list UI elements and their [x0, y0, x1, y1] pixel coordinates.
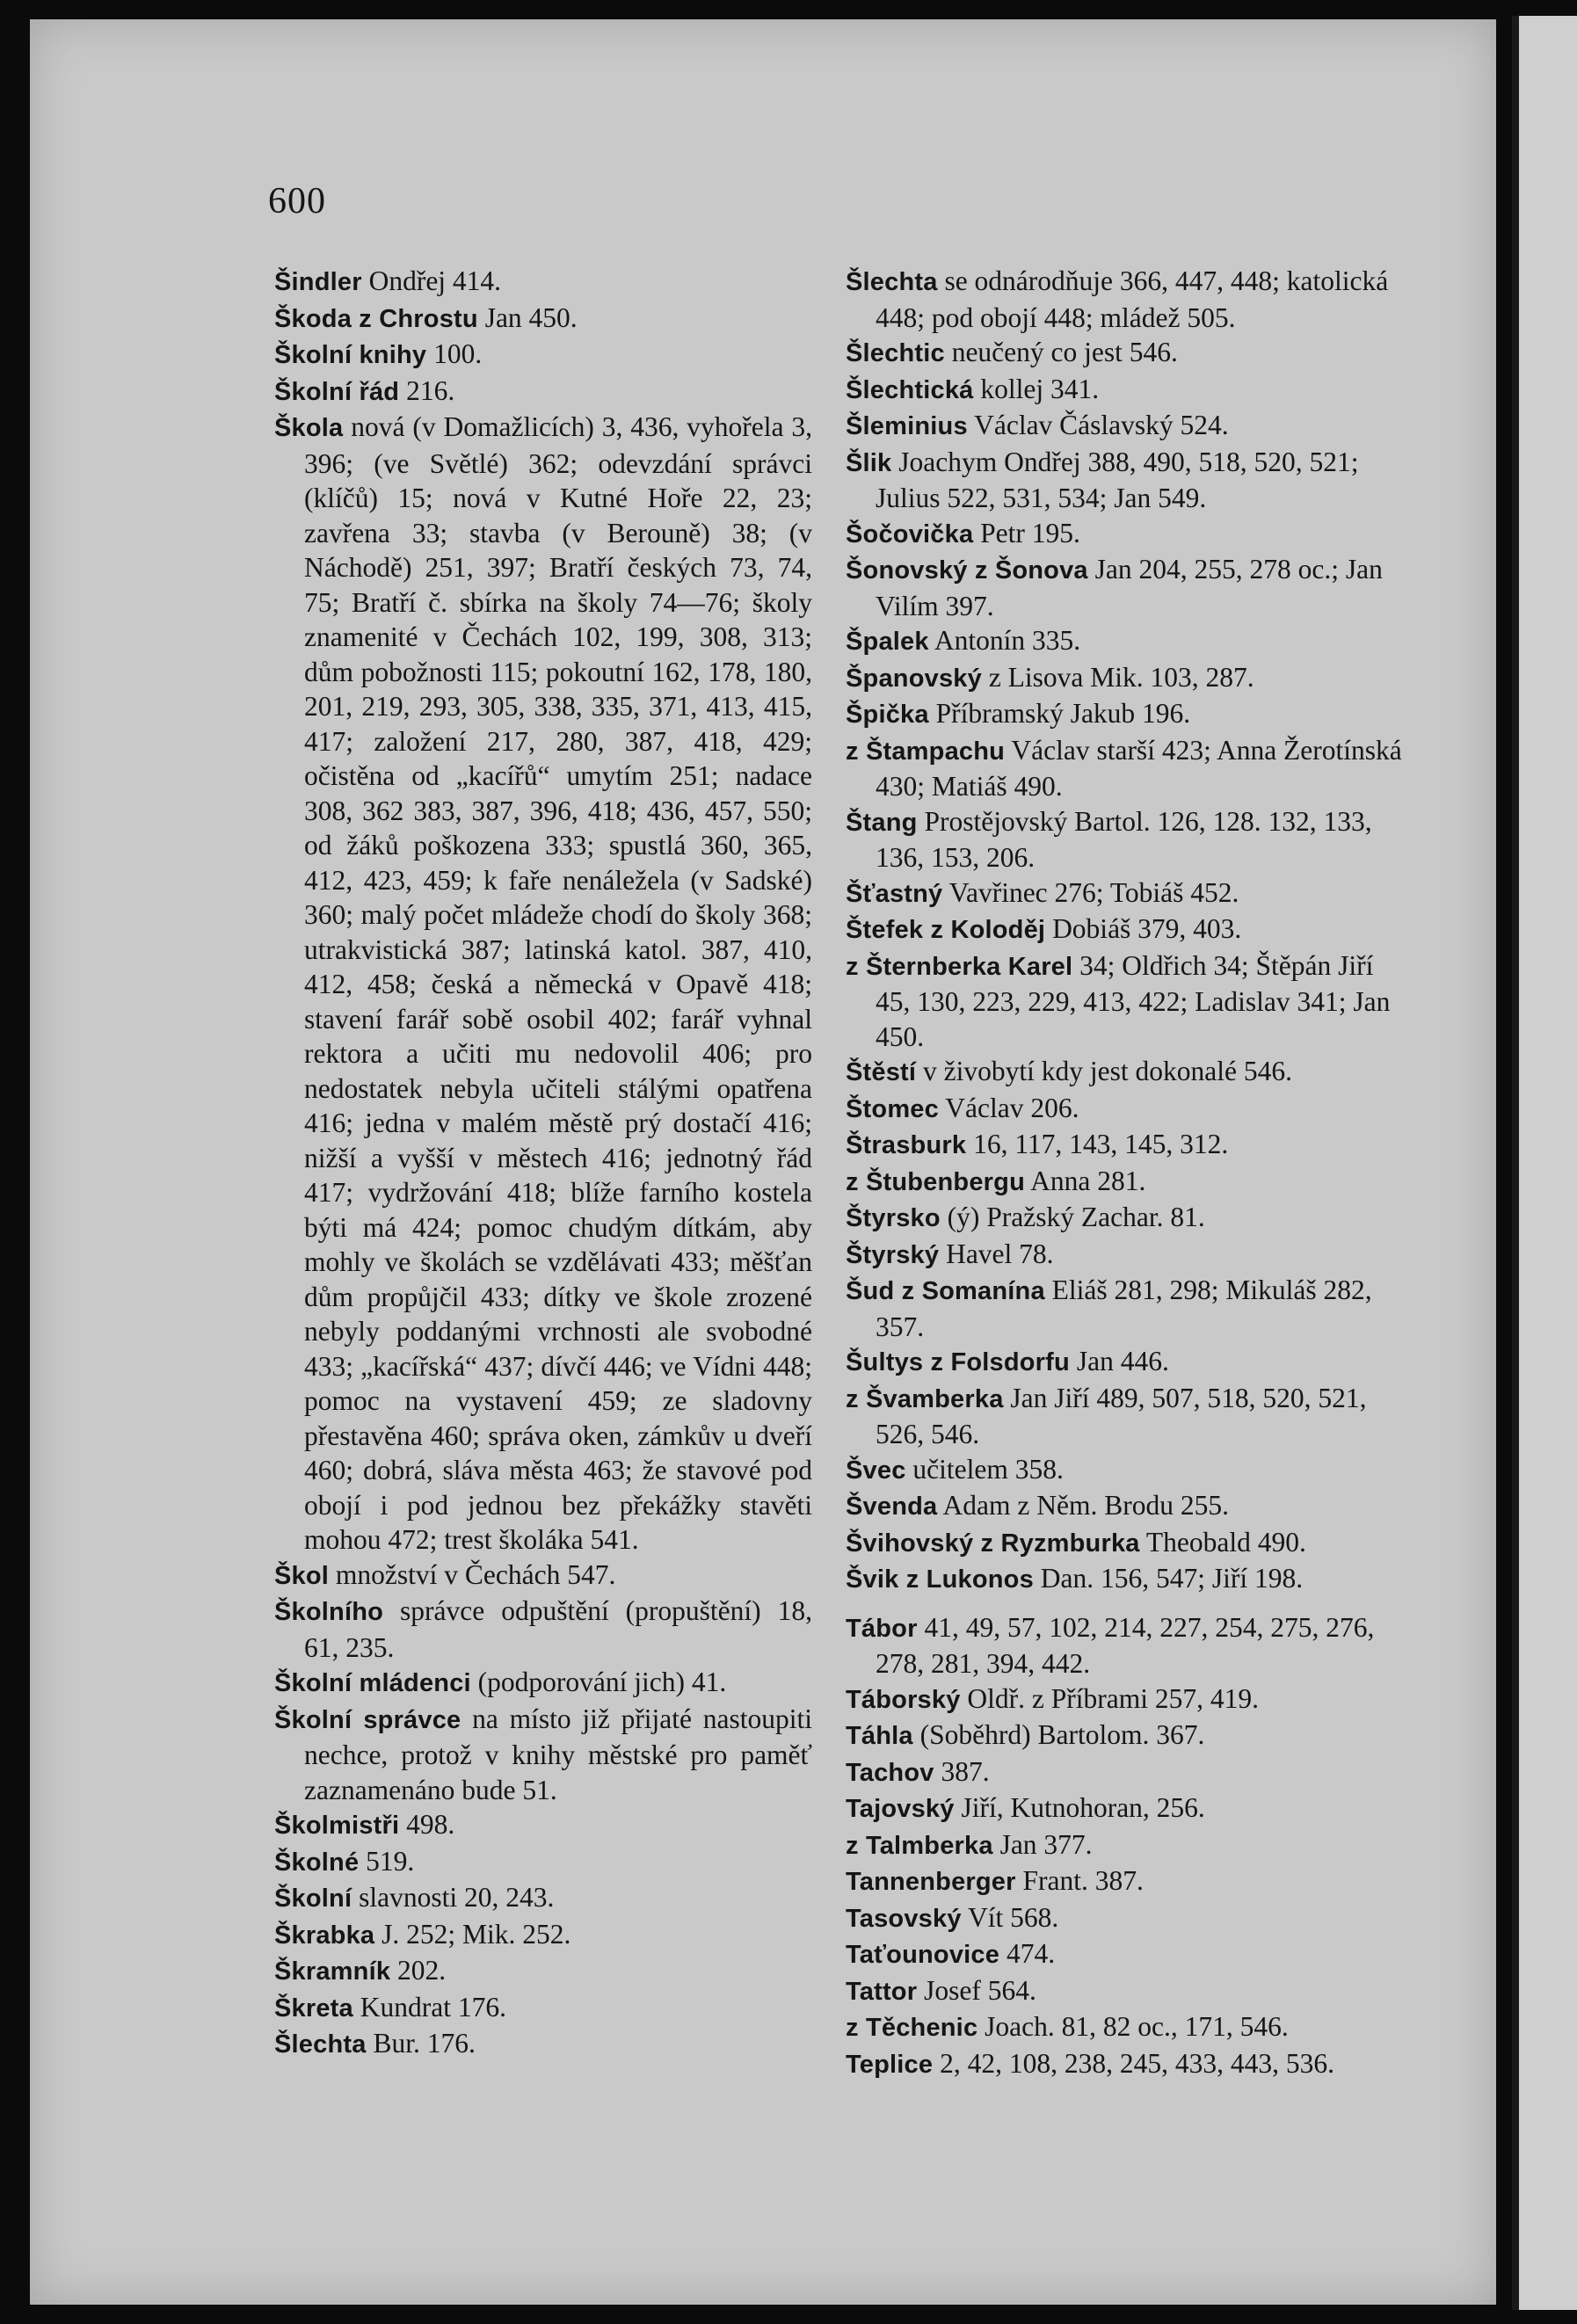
- index-entry: [846, 1936, 1408, 1973]
- index-entry: [846, 1754, 1408, 1791]
- entry-text: neučený co jest 546.: [944, 337, 1178, 367]
- index-entry: [846, 1681, 1408, 1718]
- entry-text: učitelem 358.: [905, 1453, 1064, 1485]
- entry-text: v živobytí kdy jest dokonalé 546.: [916, 1056, 1292, 1086]
- entry-headword: Školní: [274, 1885, 352, 1913]
- entry-headword: z Talmberka: [846, 1831, 993, 1860]
- letter-section-gap: [846, 1598, 1408, 1610]
- entry-headword: Šlechtic: [846, 339, 945, 367]
- entry-text: Prostějovský Bartol. 126, 128. 132, 133, 136, 153, 206.: [876, 805, 1372, 873]
- index-column-right: [846, 264, 1408, 2082]
- index-entry: [846, 372, 1408, 409]
- entry-text: z Lisova Mik. 103, 287.: [981, 661, 1254, 693]
- index-entry: [846, 1344, 1408, 1381]
- entry-text: Joachym Ondřej 388, 490, 518, 520, 521; Julius 522, 531, 534; Jan 549.: [876, 446, 1359, 513]
- entry-headword: Tachov: [846, 1758, 934, 1787]
- entry-headword: Školního: [274, 1598, 384, 1626]
- entry-text: Antonín 335.: [928, 625, 1081, 656]
- entry-headword: Táborský: [846, 1685, 961, 1714]
- entry-text: 519.: [359, 1845, 415, 1877]
- entry-headword: Španovský: [846, 664, 982, 693]
- entry-headword: Šlik: [846, 448, 892, 477]
- index-entry: [274, 264, 812, 301]
- entry-text: Jan 450.: [477, 301, 578, 333]
- index-entry: [846, 335, 1408, 372]
- entry-text: 41, 49, 57, 102, 214, 227, 254, 275, 276, 278, 281, 394, 442.: [876, 1611, 1375, 1679]
- entry-headword: Školní knihy: [274, 341, 427, 369]
- index-entry: [274, 1594, 812, 1665]
- index-entry: [846, 1610, 1408, 1681]
- entry-headword: Šindler: [274, 268, 362, 296]
- index-entry: [846, 1827, 1408, 1864]
- index-entry: [846, 1452, 1408, 1489]
- entry-headword: Švihovský z Ryzmburka: [846, 1529, 1140, 1558]
- entry-headword: Školné: [274, 1848, 360, 1877]
- index-entry: [846, 1091, 1408, 1128]
- entry-text: Havel 78.: [939, 1238, 1054, 1269]
- index-entry: [846, 623, 1408, 660]
- entry-headword: Štefek z Koloděj: [846, 916, 1046, 944]
- entry-text: Joach. 81, 82 oc., 171, 546.: [977, 2011, 1289, 2042]
- index-entry: [846, 948, 1408, 1055]
- entry-text: Jan 446.: [1069, 1346, 1169, 1376]
- entry-headword: Šleminius: [846, 412, 968, 440]
- entry-text: 202.: [390, 1955, 447, 1986]
- entry-text: Vavřinec 276; Tobiáš 452.: [942, 876, 1239, 908]
- entry-headword: Škol: [274, 1561, 330, 1590]
- entry-text: Adam z Něm. Brodu 255.: [937, 1490, 1229, 1521]
- entry-headword: Tajovský: [846, 1795, 955, 1823]
- entry-text: Kundrat 176.: [352, 1991, 506, 2023]
- index-entry: [846, 1973, 1408, 2010]
- entry-headword: Šlechta: [846, 268, 938, 296]
- index-entry: [846, 1488, 1408, 1525]
- entry-text: Jan 204, 255, 278 oc.; Jan Vilím 397.: [876, 554, 1383, 621]
- entry-headword: Škrabka: [274, 1921, 375, 1950]
- entry-headword: Štrasburk: [846, 1131, 967, 1159]
- index-entry: [274, 1558, 812, 1594]
- entry-headword: Školní řád: [274, 377, 400, 406]
- entry-text: Jan Jiří 489, 507, 518, 520, 521, 526, 546.: [876, 1382, 1367, 1449]
- entry-headword: Šočovička: [846, 519, 974, 548]
- index-entry: [274, 374, 812, 410]
- entry-text: Václav starší 423; Anna Žerotínská 430; Matiáš 490.: [876, 734, 1402, 802]
- entry-text: Anna 281.: [1025, 1165, 1146, 1196]
- entry-text: (podporování jich) 41.: [470, 1667, 727, 1697]
- entry-headword: Škola: [274, 414, 344, 442]
- entry-headword: z Štubenbergu: [846, 1167, 1025, 1196]
- index-entry: [846, 733, 1408, 804]
- index-entry: [846, 1900, 1408, 1937]
- entry-text: 100.: [426, 338, 483, 369]
- entry-headword: Tattor: [846, 1977, 918, 2006]
- index-entry: [846, 408, 1408, 445]
- entry-headword: Špička: [846, 701, 929, 729]
- entry-headword: Štomec: [846, 1094, 939, 1123]
- entry-headword: Šud z Somanína: [846, 1277, 1045, 1305]
- index-entry: [846, 875, 1408, 912]
- index-entry: [274, 337, 812, 374]
- entry-headword: Teplice: [846, 2050, 934, 2079]
- entry-text: se odnárodňuje 366, 447, 448; katolická 448; pod obojí 448; mládež 505.: [876, 265, 1389, 333]
- entry-text: J. 252; Mik. 252.: [374, 1918, 571, 1950]
- entry-headword: Štyrský: [846, 1240, 940, 1269]
- entry-headword: z Švamberka: [846, 1384, 1004, 1413]
- entry-headword: Tannenberger: [846, 1868, 1016, 1896]
- entry-text: Václav 206.: [938, 1092, 1079, 1123]
- index-entry: [274, 1844, 812, 1881]
- index-entry: [846, 1273, 1408, 1344]
- entry-text: Dan. 156, 547; Jiří 198.: [1033, 1563, 1304, 1594]
- entry-text: nová (v Domažlicích) 3, 436, vyhořela 3, 396; (ve Světlé) 362; odevzdání správci (klíčů) 15; nová v Kutné Hoře 22, 23; zavřena 33; stavba (v Berouně) 38; (v Náchodě) 251, 397; Bratří českých 73, 74, 75; Bratří č. sbírka na školy 74—76; školy znamenité v Čechách 102, 199, 308, 313; dům pobožnosti 115; pokoutní 162, 178, 180, 201, 219, 293, 305, 338, 335, 371, 413, 415, 417; založení 217, 280, 387, 418, 429; očistěna od „kacířů“ umytím 251; nadace 308, 362 383, 387, 396, 418; 436, 457, 550; od žáků poškozena 333; spustlá 360, 365, 412, 423, 459; k faře nenáležela (v Sadské) 360; malý počet mládeže chodí do školy 368; utrakvistická 387; latinská katol. 387, 410, 412, 458; česká a německá v Opavě 418; stavení farář sobě osobil 402; farář vyhnal rektora a učiti mu nedovolil 406; pro nedostatek nebyla učiteli stálými opatřena 416; jedna v malém městě prý dostačí 416; nižší a vyšší v městech 416; jednotný řád 417; vydržování 418; blíže farního kostela býti má 424; pomoc chudým dítkám, aby mohly ve školách se vzdělávati 433; měšťan dům propůjčil 433; dítky ve škole zrozené nebyly poddanými vrchnosti ale svobodné 433; „kacířská“ 437; dívčí 446; ve Vídni 448; pomoc na vystavení 459; ze sladovny přestavěna 460; správa oken, zámkův u dveří 460; dobrá, sláva města 463; že stavové pod obojí i pod jednou bez překážky stavěti mohou 472; trest školáka 541.: [304, 411, 812, 1555]
- entry-headword: Škoda z Chrostu: [274, 304, 478, 333]
- index-entry: [846, 660, 1408, 697]
- entry-text: Bur. 176.: [366, 2028, 476, 2059]
- index-entry: [846, 1561, 1408, 1598]
- entry-text: 387.: [934, 1755, 990, 1787]
- index-entry: [274, 1807, 812, 1844]
- entry-headword: Šlechtická: [846, 375, 974, 404]
- entry-text: kollej 341.: [973, 373, 1100, 404]
- index-entry: [274, 1917, 812, 1954]
- index-entry: [274, 1953, 812, 1990]
- entry-headword: Švec: [846, 1456, 906, 1485]
- index-entry: [274, 1990, 812, 2027]
- entry-headword: Špalek: [846, 628, 929, 656]
- entry-text: Jiří, Kutnohoran, 256.: [954, 1792, 1205, 1823]
- index-column-left: [274, 264, 812, 2063]
- entry-text: Petr 195.: [973, 517, 1080, 548]
- entry-text: Oldř. z Příbrami 257, 419.: [960, 1682, 1260, 1714]
- index-entry: [846, 1127, 1408, 1164]
- entry-headword: Šlechta: [274, 2030, 367, 2059]
- facing-page-edge: [1512, 16, 1577, 2310]
- index-entry: [846, 1863, 1408, 1900]
- entry-text: 2, 42, 108, 238, 245, 433, 443, 536.: [933, 2047, 1334, 2079]
- entry-headword: z Šternberka Karel: [846, 952, 1073, 981]
- entry-headword: Školní správce: [274, 1705, 461, 1734]
- entry-text: 474.: [999, 1938, 1056, 1969]
- entry-headword: Taťounovice: [846, 1941, 1000, 1969]
- entry-text: Jan 377.: [992, 1828, 1093, 1860]
- index-entry: [846, 1790, 1408, 1827]
- index-entry: [846, 264, 1408, 335]
- index-entry: [846, 804, 1408, 875]
- index-entry: [274, 1880, 812, 1917]
- entry-text: Theobald 490.: [1139, 1526, 1306, 1558]
- index-entry: [274, 2026, 812, 2063]
- entry-text: (ý) Pražský Zachar. 81.: [940, 1202, 1205, 1232]
- entry-text: na místo již přijaté nastoupiti nechce, protož v knihy městské pro paměť zaznamenáno bude 51.: [304, 1703, 813, 1805]
- entry-headword: Štěstí: [846, 1058, 917, 1086]
- entry-text: Josef 564.: [917, 1974, 1036, 2006]
- entry-text: 498.: [399, 1809, 455, 1840]
- entry-text: slavnosti 20, 243.: [352, 1882, 555, 1913]
- index-entry: [846, 1525, 1408, 1562]
- index-entry: [846, 445, 1408, 516]
- entry-text: Vít 568.: [961, 1901, 1059, 1933]
- entry-headword: Šonovský z Šonova: [846, 556, 1088, 585]
- entry-headword: Štang: [846, 808, 918, 837]
- index-entry: [846, 1200, 1408, 1237]
- entry-text: Frant. 387.: [1015, 1865, 1144, 1896]
- entry-headword: Štyrsko: [846, 1204, 941, 1232]
- index-entry: [846, 1054, 1408, 1091]
- entry-text: 216.: [399, 374, 455, 406]
- index-entry: [274, 410, 812, 1558]
- index-entry: [846, 552, 1408, 623]
- index-entry: [846, 1381, 1408, 1452]
- entry-headword: Škreta: [274, 1994, 353, 2023]
- entry-text: správce odpuštění (propuštění) 18, 61, 235.: [304, 1595, 812, 1663]
- entry-headword: Táhla: [846, 1722, 913, 1750]
- index-entry: [846, 1718, 1408, 1754]
- entry-headword: Škramník: [274, 1957, 391, 1986]
- entry-headword: z Štampachu: [846, 737, 1006, 766]
- entry-text: 34; Oldřich 34; Štěpán Jiří 45, 130, 223, 229, 413, 422; Ladislav 341; Jan 450.: [876, 949, 1391, 1052]
- index-entry: [846, 911, 1408, 948]
- entry-text: Dobiáš 379, 403.: [1045, 913, 1242, 944]
- index-entry: [274, 1665, 812, 1702]
- entry-headword: Tábor: [846, 1614, 918, 1643]
- entry-text: Ondřej 414.: [361, 265, 502, 296]
- entry-text: Příbramský Jakub 196.: [928, 698, 1191, 729]
- index-entry: [846, 2046, 1408, 2083]
- entry-text: (Soběhrd) Bartolom. 367.: [912, 1719, 1205, 1750]
- entry-headword: Šťastný: [846, 879, 943, 908]
- entry-text: Václav Čáslavský 524.: [967, 410, 1229, 440]
- index-entry: [846, 2009, 1408, 2046]
- entry-headword: Tasovský: [846, 1904, 962, 1933]
- index-entry: [846, 516, 1408, 553]
- entry-headword: Školmistři: [274, 1812, 400, 1840]
- index-entry: [846, 696, 1408, 733]
- entry-headword: Švik z Lukonos: [846, 1565, 1034, 1594]
- entry-headword: z Těchenic: [846, 2014, 978, 2042]
- entry-headword: Školní mládenci: [274, 1669, 471, 1697]
- page-number: 600: [268, 181, 326, 222]
- entry-text: Eliáš 281, 298; Mikuláš 282, 357.: [876, 1275, 1372, 1342]
- entry-text: množství v Čechách 547.: [329, 1558, 616, 1590]
- entry-headword: Švenda: [846, 1492, 938, 1521]
- index-entry: [274, 301, 812, 338]
- index-entry: [846, 1237, 1408, 1274]
- index-entry: [846, 1164, 1408, 1201]
- entry-text: 16, 117, 143, 145, 312.: [966, 1129, 1229, 1159]
- entry-headword: Šultys z Folsdorfu: [846, 1348, 1070, 1376]
- index-entry: [274, 1702, 812, 1808]
